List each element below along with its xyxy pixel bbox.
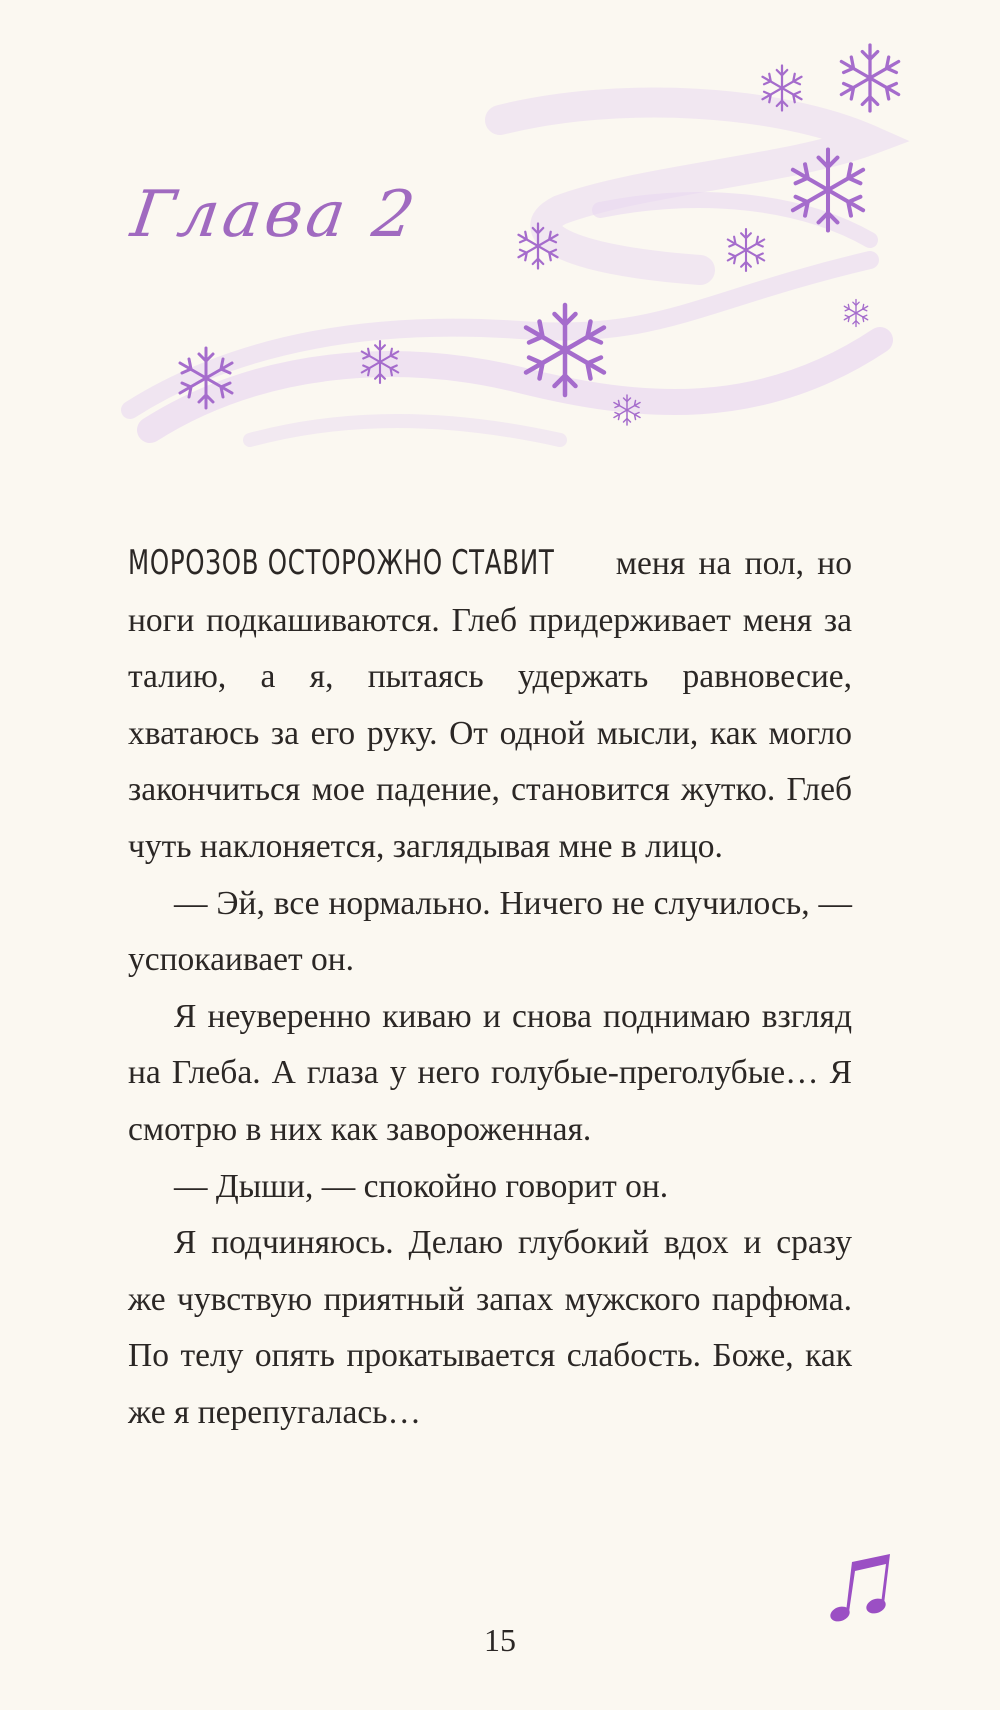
paragraph bbox=[128, 535, 852, 876]
music-note-icon bbox=[826, 1550, 896, 1630]
paragraph: Я неуверенно киваю и снова поднимаю взгляд на Глеба. А глаза у него голубые-преголубые… Я смотрю в них как завороженная. bbox=[128, 997, 852, 1148]
paragraph: — Дыши, — спокойно говорит он. bbox=[174, 1167, 669, 1205]
paragraph-text: меня на пол, но ноги подкашиваются. Глеб придерживает меня за талию, а я, пытаясь удержать равновесие, хватаюсь за его руку. От одной мысли, как могло закончиться мое падение, становится жутко. Глеб чуть наклоняется, заглядывая мне в лицо. bbox=[128, 545, 852, 865]
page-number: 15 bbox=[484, 1622, 516, 1658]
paragraph: Я подчиняюсь. Делаю глубокий вдох и сразу же чувствую приятный запах мужского парфюма. По телу опять прокатывается слабость. Боже, как же я перепугалась… bbox=[128, 1224, 852, 1431]
paragraph: — Эй, все нормально. Ничего не случилось, — успокаивает он. bbox=[128, 884, 852, 979]
chapter-body bbox=[128, 535, 852, 1442]
lead-in-caps: МОРОЗОВ ОСТОРОЖНО СТАВИТ bbox=[128, 543, 555, 583]
snowflake-icon bbox=[841, 45, 898, 111]
chapter-title: Глава 2 bbox=[126, 178, 423, 252]
